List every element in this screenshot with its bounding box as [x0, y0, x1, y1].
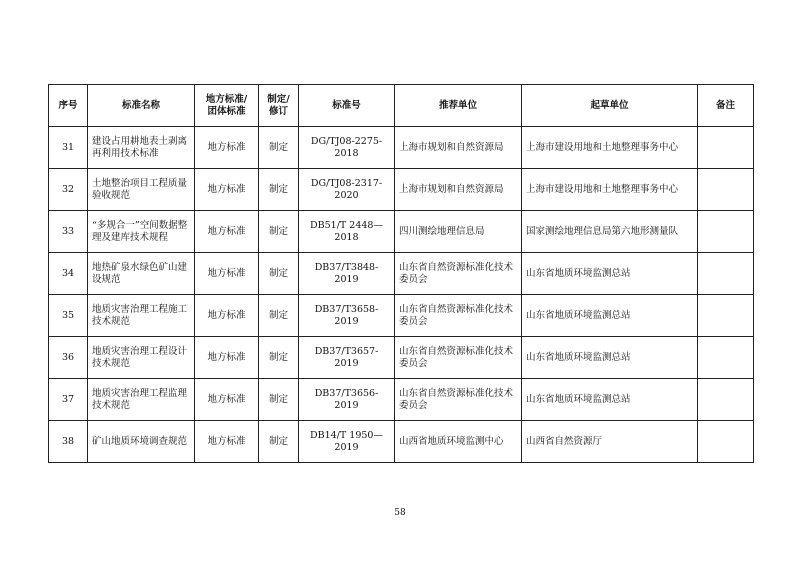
- cell-note: [698, 337, 754, 379]
- header-no: 序号: [49, 85, 88, 127]
- cell-kind: 制定: [259, 253, 299, 295]
- cell-recommender: 上海市规划和自然资源局: [395, 169, 522, 211]
- cell-kind: 制定: [259, 421, 299, 463]
- header-drafter: 起草单位: [522, 85, 698, 127]
- cell-drafter: 山东省地质环境监测总站: [522, 295, 698, 337]
- cell-name: 土地整治项目工程质量验收规范: [88, 169, 195, 211]
- cell-code: DB37/T3658-2019: [299, 295, 395, 337]
- cell-kind: 制定: [259, 337, 299, 379]
- cell-name: 矿山地质环境调查规范: [88, 421, 195, 463]
- cell-note: [698, 211, 754, 253]
- cell-type: 地方标准: [195, 379, 259, 421]
- cell-no: 31: [49, 127, 88, 169]
- cell-drafter: 山东省地质环境监测总站: [522, 337, 698, 379]
- cell-kind: 制定: [259, 169, 299, 211]
- cell-no: 37: [49, 379, 88, 421]
- page-number: 58: [394, 508, 406, 518]
- cell-type: 地方标准: [195, 127, 259, 169]
- cell-recommender: 四川测绘地理信息局: [395, 211, 522, 253]
- header-row: [49, 85, 754, 127]
- cell-name: 地热矿泉水绿色矿山建设规范: [88, 253, 195, 295]
- table-row: [49, 295, 754, 337]
- cell-code: DG/TJ08-2317-2020: [299, 169, 395, 211]
- cell-type: 地方标准: [195, 211, 259, 253]
- cell-drafter: 山东省地质环境监测总站: [522, 379, 698, 421]
- table-row: [49, 337, 754, 379]
- cell-no: 32: [49, 169, 88, 211]
- cell-name: “多规合一”空间数据整理及建库技术规程: [88, 211, 195, 253]
- cell-code: DB37/T3657-2019: [299, 337, 395, 379]
- cell-drafter: 国家测绘地理信息局第六地形测量队: [522, 211, 698, 253]
- cell-kind: 制定: [259, 295, 299, 337]
- cell-name: 地质灾害治理工程设计技术规范: [88, 337, 195, 379]
- cell-kind: 制定: [259, 211, 299, 253]
- cell-type: 地方标准: [195, 295, 259, 337]
- cell-kind: 制定: [259, 379, 299, 421]
- header-kind: 制定/ 修订: [259, 85, 299, 127]
- cell-drafter: 山东省地质环境监测总站: [522, 253, 698, 295]
- cell-note: [698, 379, 754, 421]
- cell-kind: 制定: [259, 127, 299, 169]
- cell-code: DB14/T 1950—2019: [299, 421, 395, 463]
- cell-recommender: 山东省自然资源标准化技术委员会: [395, 379, 522, 421]
- table-row: [49, 169, 754, 211]
- cell-recommender: 山东省自然资源标准化技术委员会: [395, 337, 522, 379]
- header-code: 标准号: [299, 85, 395, 127]
- cell-note: [698, 421, 754, 463]
- table-body: [49, 127, 754, 463]
- cell-code: DG/TJ08-2275-2018: [299, 127, 395, 169]
- cell-note: [698, 295, 754, 337]
- header-recommender: 推荐单位: [395, 85, 522, 127]
- cell-note: [698, 127, 754, 169]
- cell-name: 地质灾害治理工程监理技术规范: [88, 379, 195, 421]
- header-note: 备注: [698, 85, 754, 127]
- cell-name: 建设占用耕地表土剥离再利用技术标准: [88, 127, 195, 169]
- cell-type: 地方标准: [195, 253, 259, 295]
- cell-type: 地方标准: [195, 169, 259, 211]
- cell-recommender: 山东省自然资源标准化技术委员会: [395, 295, 522, 337]
- standards-table: [48, 84, 754, 463]
- cell-type: 地方标准: [195, 421, 259, 463]
- cell-recommender: 山东省自然资源标准化技术委员会: [395, 253, 522, 295]
- cell-recommender: 山西省地质环境监测中心: [395, 421, 522, 463]
- cell-no: 36: [49, 337, 88, 379]
- table-row: [49, 379, 754, 421]
- cell-note: [698, 169, 754, 211]
- table-row: [49, 253, 754, 295]
- table-row: [49, 211, 754, 253]
- cell-drafter: 上海市建设用地和土地整理事务中心: [522, 127, 698, 169]
- cell-no: 38: [49, 421, 88, 463]
- cell-no: 35: [49, 295, 88, 337]
- cell-drafter: 山西省自然资源厅: [522, 421, 698, 463]
- cell-recommender: 上海市规划和自然资源局: [395, 127, 522, 169]
- header-name: 标准名称: [88, 85, 195, 127]
- cell-code: DB37/T3656-2019: [299, 379, 395, 421]
- cell-no: 33: [49, 211, 88, 253]
- cell-drafter: 上海市建设用地和土地整理事务中心: [522, 169, 698, 211]
- cell-code: DB37/T3848-2019: [299, 253, 395, 295]
- cell-note: [698, 253, 754, 295]
- cell-name: 地质灾害治理工程施工技术规范: [88, 295, 195, 337]
- cell-type: 地方标准: [195, 337, 259, 379]
- cell-code: DB51/T 2448—2018: [299, 211, 395, 253]
- cell-no: 34: [49, 253, 88, 295]
- table-row: [49, 127, 754, 169]
- table-row: [49, 421, 754, 463]
- header-type: 地方标准/ 团体标准: [195, 85, 259, 127]
